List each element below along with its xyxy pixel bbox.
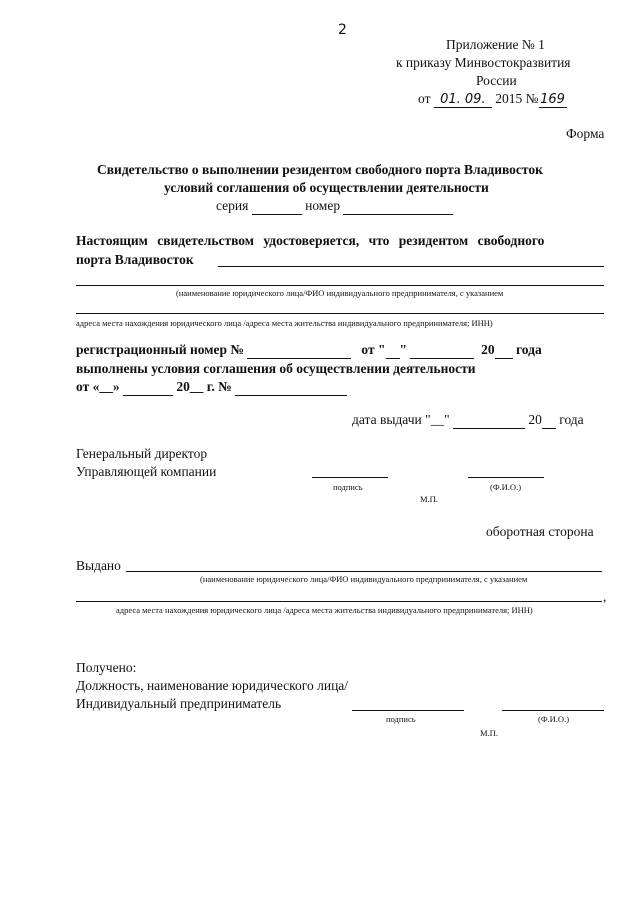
director-line2: Управляющей компании bbox=[76, 464, 217, 479]
issue-date-year-prefix: 20 bbox=[528, 412, 542, 427]
resident-address-field bbox=[76, 313, 604, 314]
registration-month-field bbox=[410, 342, 474, 359]
registration-line3 bbox=[76, 379, 347, 396]
registration-year-field bbox=[495, 342, 513, 359]
appendix-number-handwritten: 169 bbox=[540, 92, 565, 107]
form-label: Форма bbox=[566, 126, 605, 141]
registration-year-prefix: 20 bbox=[481, 342, 495, 357]
issued-comma: , bbox=[603, 589, 607, 604]
issue-date-month-field bbox=[453, 412, 525, 429]
issued-label: Выдано bbox=[76, 558, 121, 573]
director-seal: М.П. bbox=[420, 494, 438, 504]
registration-from: от bbox=[361, 342, 375, 357]
series-label: серия bbox=[216, 198, 249, 213]
received-signature-field bbox=[352, 710, 464, 711]
director-line1: Генеральный директор bbox=[76, 446, 208, 461]
number-field bbox=[343, 198, 453, 215]
director-signature-hint: подпись bbox=[333, 482, 363, 492]
issue-date-year-suffix: года bbox=[559, 412, 584, 427]
received-line3: Индивидуальный предприниматель bbox=[76, 696, 282, 711]
appendix-date-prefix: от bbox=[418, 91, 431, 106]
director-name-field bbox=[468, 477, 544, 478]
certify-hint1: (наименование юридического лица/ФИО индивидуального предпринимателя, с указанием bbox=[176, 288, 504, 298]
registration-number-field bbox=[247, 342, 351, 359]
issued-hint1: (наименование юридического лица/ФИО индивидуального предпринимателя, с указанием bbox=[200, 574, 528, 584]
received-name-hint: (Ф.И.О.) bbox=[538, 714, 570, 724]
certify-line1: Настоящим свидетельством удостоверяется, что резидентом свободного bbox=[76, 233, 545, 248]
appendix-date-line bbox=[418, 91, 567, 108]
agreement-number-field bbox=[235, 379, 347, 396]
certify-hint2: адреса места нахождения юридического лица /адреса места жительства индивидуального предпринимателя; ИНН) bbox=[76, 318, 493, 328]
registration-line2: выполнены условия соглашения об осуществлении деятельности bbox=[76, 361, 476, 376]
director-signature-field bbox=[312, 477, 388, 478]
issued-name-field bbox=[126, 571, 602, 572]
registration-quote-open: " bbox=[378, 342, 386, 357]
agreement-from: от «__» bbox=[76, 379, 120, 394]
document-title-line1: Свидетельство о выполнении резидентом свободного порта Владивосток bbox=[97, 162, 543, 177]
issue-date-label: дата выдачи "__" bbox=[352, 412, 450, 427]
appendix-order: к приказу Минвостокразвития bbox=[396, 55, 571, 70]
appendix-country: России bbox=[476, 73, 517, 88]
received-seal: М.П. bbox=[480, 728, 498, 738]
registration-day-field bbox=[386, 342, 400, 359]
series-field bbox=[252, 198, 302, 215]
registration-line1 bbox=[76, 342, 542, 359]
issued-address-field bbox=[76, 601, 602, 602]
agreement-month-field bbox=[123, 379, 173, 396]
received-name-field bbox=[502, 710, 604, 711]
appendix-year: 2015 № bbox=[495, 91, 539, 106]
reverse-side-label: оборотная сторона bbox=[486, 524, 594, 539]
registration-year-suffix: года bbox=[516, 342, 542, 357]
appendix-date-handwritten: 01. 09. bbox=[434, 92, 492, 108]
agreement-year: 20__ г. № bbox=[176, 379, 232, 394]
document-title-line2: условий соглашения об осуществлении деятельности bbox=[164, 180, 489, 195]
received-signature-hint: подпись bbox=[386, 714, 416, 724]
issue-date-year-field bbox=[542, 412, 556, 429]
issue-date-line bbox=[352, 412, 584, 429]
appendix-title: Приложение № 1 bbox=[446, 37, 545, 52]
registration-quote-close: " bbox=[399, 342, 408, 357]
page-number: 2 bbox=[338, 22, 347, 38]
series-number-line bbox=[216, 198, 453, 215]
resident-name-field bbox=[218, 266, 604, 267]
number-label: номер bbox=[305, 198, 341, 213]
resident-name-field-2 bbox=[76, 285, 604, 286]
received-line1: Получено: bbox=[76, 660, 137, 675]
registration-label: регистрационный номер № bbox=[76, 342, 244, 357]
received-line2: Должность, наименование юридического лица/ bbox=[76, 678, 349, 693]
certify-line2: порта Владивосток bbox=[76, 252, 194, 267]
issued-hint2: адреса места нахождения юридического лица /адреса места жительства индивидуального предпринимателя; ИНН) bbox=[116, 605, 533, 615]
director-name-hint: (Ф.И.О.) bbox=[490, 482, 522, 492]
